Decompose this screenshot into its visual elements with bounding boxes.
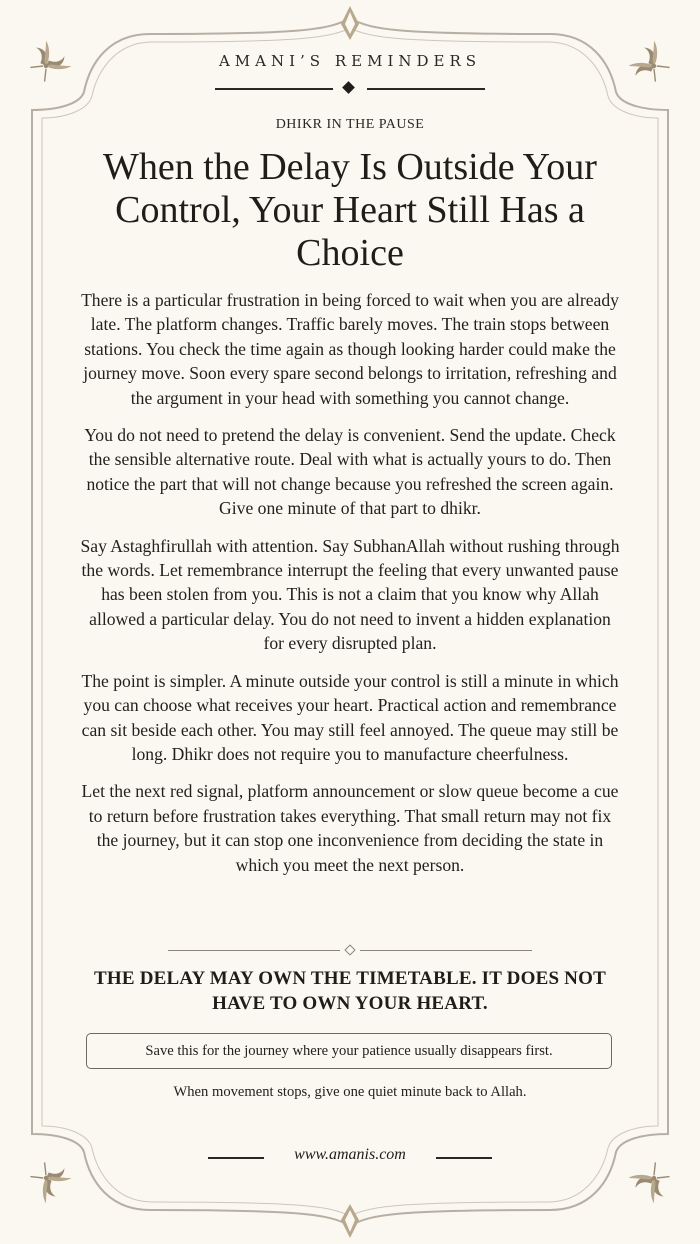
rule-line-left	[215, 88, 333, 90]
brand-name: AMANI’S REMINDERS	[218, 52, 482, 70]
section-divider	[168, 944, 532, 958]
website-link[interactable]: www.amanis.com	[294, 1146, 406, 1163]
divider-line-right	[360, 950, 532, 951]
paragraph: Let the next red signal, platform announcement or slow queue become a cue to return before frustration takes everything. That small return may not fix the journey, but it can stop one inconvenience from deciding the state in which you meet the next person.	[81, 781, 619, 875]
page-title: When the Delay Is Outside Your Control, Your Heart Still Has a Choice	[103, 146, 597, 274]
small-diamond-icon	[344, 944, 355, 955]
paragraph: The point is simpler. A minute outside your control is still a minute in which you can choose what receives your heart. Practical action and remembrance can sit beside each other. You may still feel annoyed. The queue may still be long. Dhikr does not require you to manufacture cheerfulness.	[81, 670, 619, 764]
diamond-icon	[342, 81, 355, 94]
divider-line-left	[168, 950, 340, 951]
article-body	[78, 288, 622, 890]
save-note-text: Save this for the journey where your patience usually disappears first.	[145, 1042, 553, 1059]
eyebrow-label: DHIKR IN THE PAUSE	[275, 117, 425, 132]
paragraph: There is a particular frustration in being forced to wait when you are already late. The platform changes. Traffic barely moves. The train stops between stations. You check the time again as though looking harder could make the journey move. Soon every spare second belongs to irritation, refreshing and the argument in your head with something you cannot change.	[81, 290, 619, 408]
footer	[208, 1146, 492, 1168]
pull-quote: THE DELAY MAY OWN THE TIMETABLE. IT DOES NOT HAVE TO OWN YOUR HEART.	[94, 968, 606, 1014]
footer-line-right	[436, 1157, 492, 1159]
rule-line-right	[367, 88, 485, 90]
paragraph: You do not need to pretend the delay is convenient. Send the update. Check the sensible alternative route. Deal with what is actually yours to do. Then notice the part that will not change because you refreshed the screen again. Give one minute of that part to dhikr.	[84, 425, 616, 519]
paragraph: Say Astaghfirullah with attention. Say SubhanAllah without rushing through the words. Let remembrance interrupt the feeling that every unwanted pause has been stolen from you. This is not a claim that you know why Allah allowed a particular delay. You do not need to invent a hidden explanation for every disrupted plan.	[80, 535, 620, 654]
brand-rule	[215, 88, 485, 90]
closing-line: When movement stops, give one quiet minute back to Allah.	[173, 1084, 527, 1100]
save-note-box	[86, 1033, 612, 1069]
